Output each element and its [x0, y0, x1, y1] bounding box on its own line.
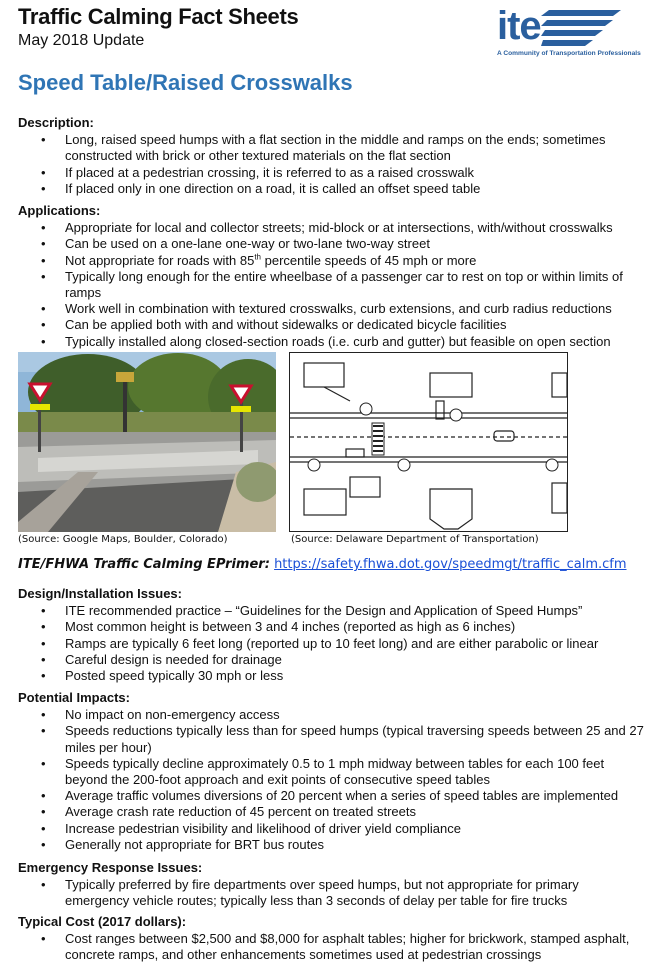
speed-item-sup: th	[254, 252, 261, 262]
list-item: • Typically preferred by fire departments over speed humps, but not appropriate for primary emergency vehicle routes; typically less than 3 seconds of delay per table for fire trucks	[18, 877, 646, 909]
description-section	[18, 115, 646, 197]
list-item: • No impact on non-emergency access	[18, 707, 646, 723]
list-item: • ITE recommended practice – “Guidelines for the Design and Application of Speed Humps”	[18, 603, 646, 619]
photo-caption: (Source: Google Maps, Boulder, Colorado)	[18, 534, 228, 545]
applications-heading: Applications:	[18, 203, 101, 218]
list-item: • Generally not appropriate for BRT bus routes	[18, 837, 646, 853]
speed-item-pre: Not appropriate for roads with 85	[65, 252, 255, 268]
ite-logo	[497, 6, 643, 57]
list-item: • Speeds reductions typically less than for speed humps (typical traversing speeds between 25 and 27 miles per hour)	[18, 723, 646, 755]
design-heading: Design/Installation Issues:	[18, 586, 182, 601]
speed-table-diagram	[289, 352, 568, 532]
primer-line	[18, 557, 627, 572]
logo-wordmark: ite	[497, 4, 541, 48]
list-item: • Speeds typically decline approximately 0.5 to 1 mph midway between tables for each 100 feet beyond the 200-foot approach and exit points of consecutive speed tables	[18, 756, 646, 788]
list-item: • Can be applied both with and without sidewalks or dedicated bicycle facilities	[18, 317, 646, 333]
list-item: • Average traffic volumes diversions of 20 percent when a series of speed tables are implemented	[18, 788, 646, 804]
sheet-title: Traffic Calming Fact Sheets	[18, 4, 299, 29]
logo-stripes-icon	[541, 6, 621, 46]
logo-tagline: A Community of Transportation Professionals	[497, 50, 641, 57]
list-item: • Ramps are typically 6 feet long (reported up to 10 feet long) and are either parabolic or linear	[18, 636, 646, 652]
impacts-heading: Potential Impacts:	[18, 690, 130, 705]
list-item: • If placed only in one direction on a road, it is called an offset speed table	[18, 181, 646, 197]
fact-sheet-title: Speed Table/Raised Crosswalks	[18, 70, 353, 95]
list-item: • Appropriate for local and collector streets; mid-block or at intersections, with/without crosswalks	[18, 220, 646, 236]
description-heading: Description:	[18, 115, 94, 130]
list-item: • Increase pedestrian visibility and likelihood of driver yield compliance	[18, 821, 646, 837]
list-item: • Most common height is between 3 and 4 inches (reported as high as 6 inches)	[18, 619, 646, 635]
design-section	[18, 586, 646, 684]
list-item: • Typically installed along closed-section roads (i.e. curb and gutter) but feasible on open section	[18, 334, 646, 350]
sheet-subtitle: May 2018 Update	[18, 32, 145, 49]
list-item: • Work well in combination with textured crosswalks, curb extensions, and curb radius reductions	[18, 301, 646, 317]
list-item: • Cost ranges between $2,500 and $8,000 for asphalt tables; higher for brickwork, stamped asphalt, concrete ramps, and other enhancements sometimes used at pedestrian crossings	[18, 931, 646, 963]
diagram-caption: (Source: Delaware Department of Transportation)	[291, 534, 539, 545]
list-item: • Posted speed typically 30 mph or less	[18, 668, 646, 684]
list-item: • Typically long enough for the entire wheelbase of a passenger car to rest on top or within limits of ramps	[18, 269, 646, 301]
primer-label: ITE/FHWA Traffic Calming EPrimer:	[18, 557, 270, 572]
list-item: • If placed at a pedestrian crossing, it is referred to as a raised crosswalk	[18, 165, 646, 181]
primer-link[interactable]: https://safety.fhwa.dot.gov/speedmgt/traffic_calm.cfm	[274, 557, 627, 572]
list-item: • Average crash rate reduction of 45 percent on treated streets	[18, 804, 646, 820]
applications-section	[18, 203, 646, 350]
list-item: • Can be used on a one-lane one-way or two-lane two-way street	[18, 236, 646, 252]
list-item: • Careful design is needed for drainage	[18, 652, 646, 668]
street-photo	[18, 352, 276, 532]
list-item	[18, 253, 646, 269]
cost-section	[18, 914, 646, 964]
list-item: • Long, raised speed humps with a flat section in the middle and ramps on the ends; sometimes constructed with brick or other textured materials on the flat section	[18, 132, 646, 164]
emergency-section	[18, 860, 646, 910]
impacts-section	[18, 690, 646, 853]
speed-item-post: percentile speeds of 45 mph or more	[261, 252, 477, 268]
emergency-heading: Emergency Response Issues:	[18, 860, 203, 875]
cost-heading: Typical Cost (2017 dollars):	[18, 914, 187, 929]
